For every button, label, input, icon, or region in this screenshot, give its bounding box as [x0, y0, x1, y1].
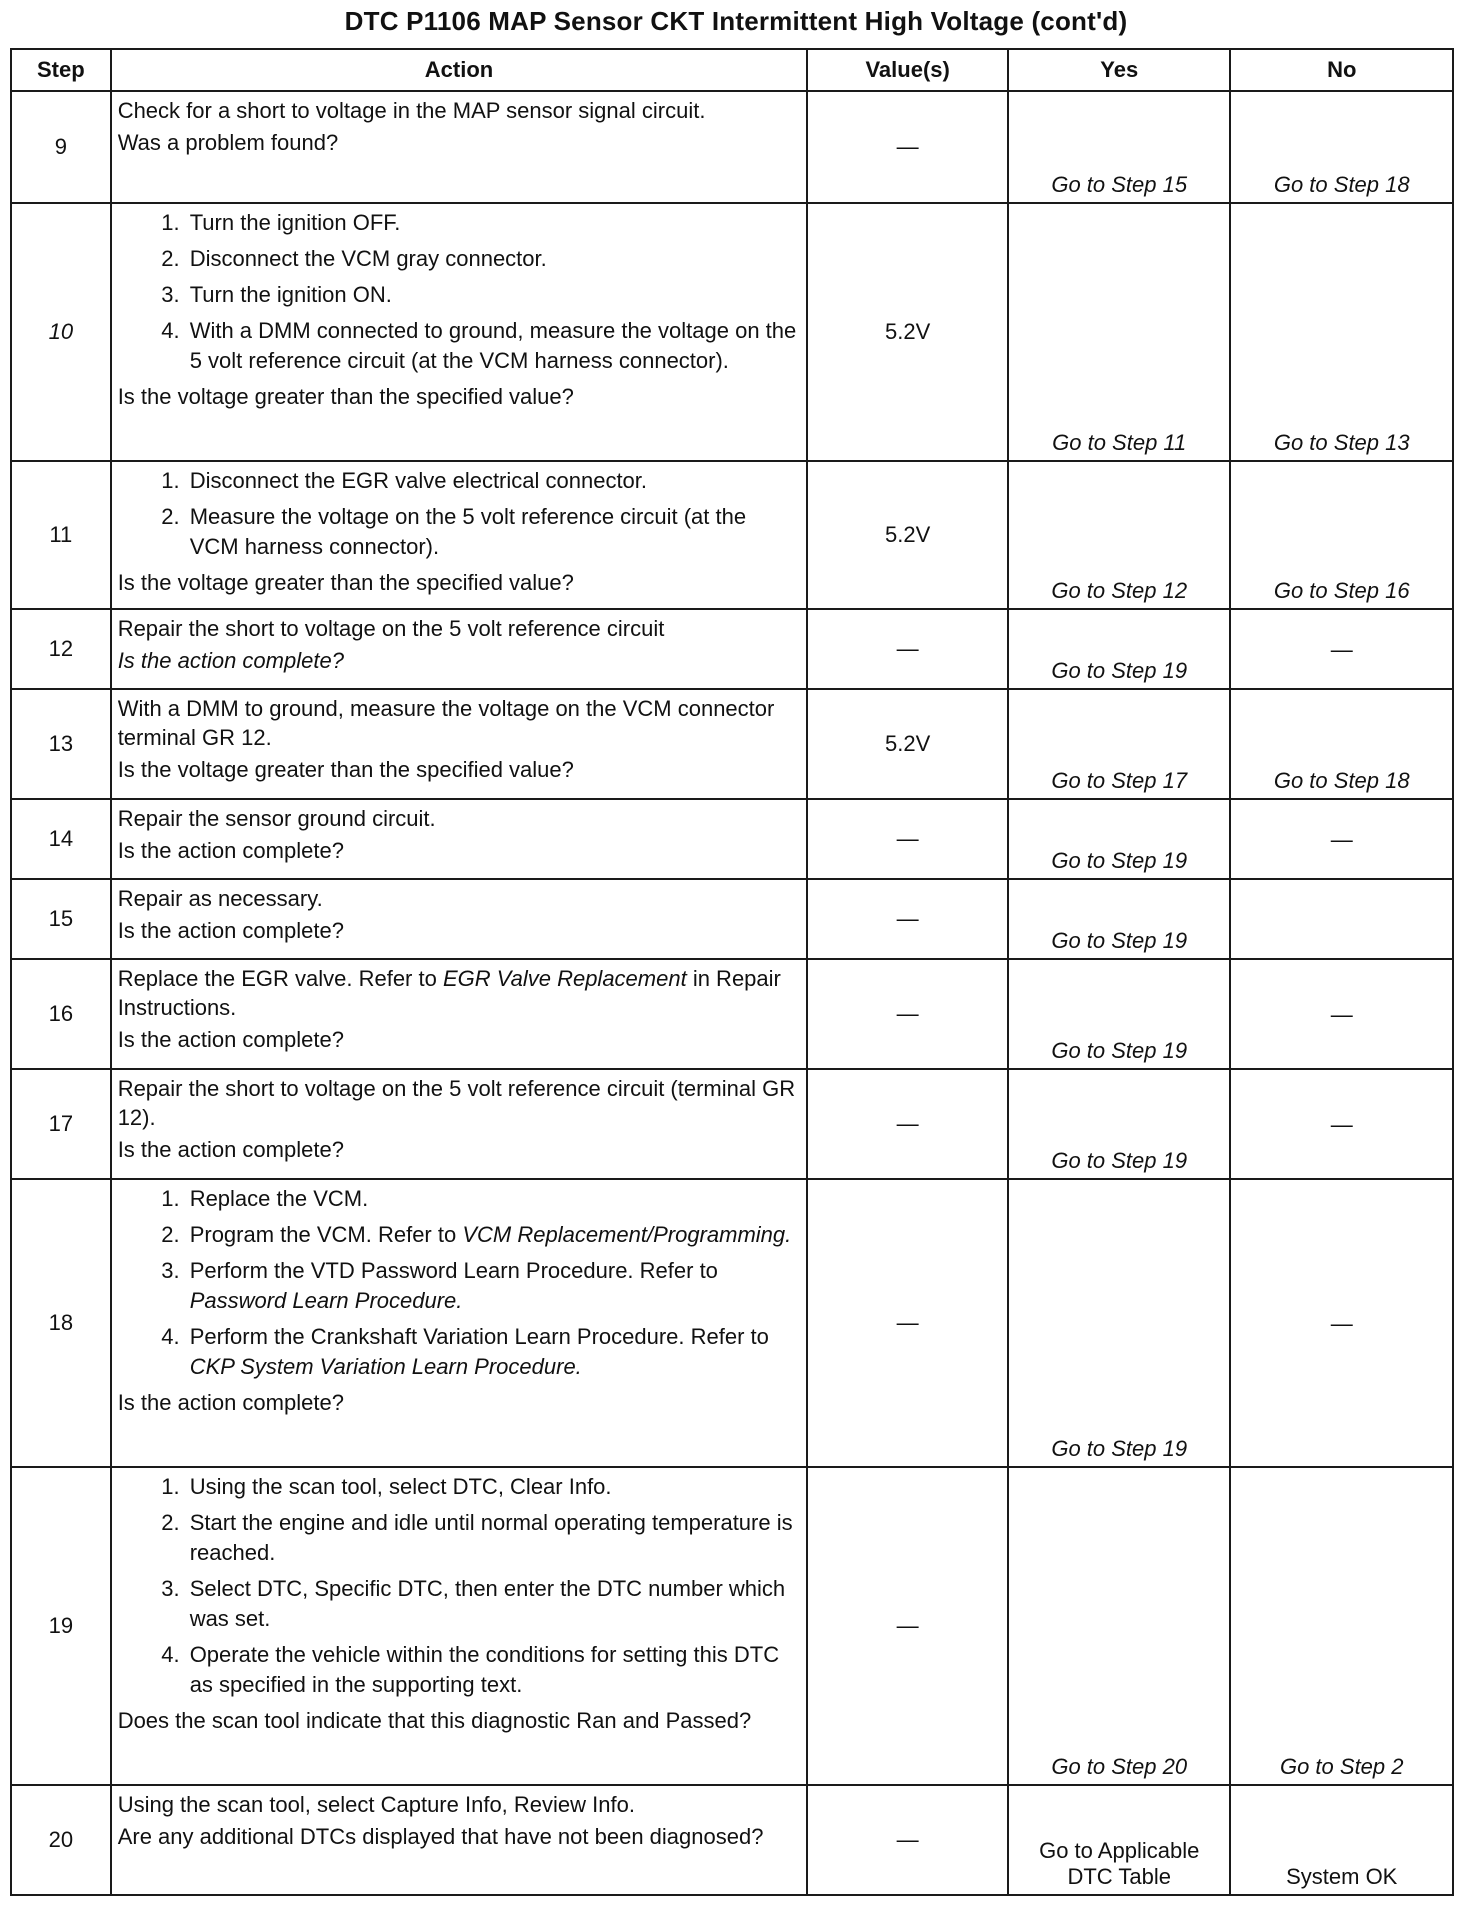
- yes-line: DTC Table: [1067, 1864, 1171, 1889]
- yes-cell: Go to Step 19: [1008, 959, 1231, 1069]
- no-cell: [1230, 879, 1453, 959]
- action-question: Is the action complete?: [117, 648, 344, 673]
- action-steps: [118, 466, 801, 562]
- yes-cell: Go to Step 17: [1008, 689, 1231, 799]
- action-cell: [111, 879, 808, 959]
- yes-cell: Go to Step 19: [1008, 1069, 1231, 1179]
- action-question: Is the action complete?: [117, 1137, 344, 1162]
- table-row: [11, 879, 1453, 959]
- action-steps: [118, 208, 801, 376]
- action-cell: [111, 959, 808, 1069]
- action-step: 2. Disconnect the VCM gray connector.: [186, 244, 801, 274]
- action-steps: [118, 1184, 801, 1382]
- action-text: Repair the short to voltage on the 5 volt reference circuit: [117, 616, 665, 641]
- action-cell: [111, 609, 808, 689]
- value-cell: 5.2V: [807, 203, 1008, 461]
- value-cell: —: [807, 609, 1008, 689]
- yes-cell: Go to Step 11: [1008, 203, 1231, 461]
- no-cell: —: [1230, 1179, 1453, 1467]
- step-number: 10: [11, 203, 111, 461]
- reference-title: EGR Valve Replacement: [442, 966, 687, 991]
- value-cell: —: [807, 91, 1008, 203]
- value-cell: —: [807, 1785, 1008, 1895]
- no-cell: —: [1230, 799, 1453, 879]
- yes-line: Go to Applicable: [1039, 1838, 1200, 1863]
- value-cell: —: [807, 799, 1008, 879]
- action-cell: [111, 203, 808, 461]
- header-value: Value(s): [807, 49, 1008, 91]
- action-step: 4. With a DMM connected to ground, measure the voltage on the 5 volt reference circuit (at the VCM harness connector).: [186, 316, 801, 376]
- action-cell: [111, 1785, 808, 1895]
- value-cell: —: [807, 959, 1008, 1069]
- header-yes: Yes: [1008, 49, 1231, 91]
- no-cell: —: [1230, 609, 1453, 689]
- action-cell: [111, 799, 808, 879]
- table-row: [11, 203, 1453, 461]
- table-row: [11, 609, 1453, 689]
- action-cell: [111, 1467, 808, 1785]
- value-cell: 5.2V: [807, 689, 1008, 799]
- action-cell: [111, 461, 808, 609]
- step-number: 19: [11, 1467, 111, 1785]
- step-number: 12: [11, 609, 111, 689]
- text-fragment: in Repair Instructions.: [117, 966, 781, 1020]
- action-cell: [111, 91, 808, 203]
- action-step: 1. Turn the ignition OFF.: [186, 208, 801, 238]
- header-action: Action: [111, 49, 808, 91]
- step-number: 9: [11, 91, 111, 203]
- header-step: Step: [11, 49, 111, 91]
- action-question: Was a problem found?: [117, 130, 339, 155]
- action-cell: [111, 1069, 808, 1179]
- diagnostic-table: [10, 48, 1454, 1896]
- step-number: 11: [11, 461, 111, 609]
- action-question: Is the action complete?: [117, 838, 344, 863]
- reference-title: Password Learn Procedure.: [189, 1288, 463, 1313]
- action-question: Is the voltage greater than the specified value?: [117, 384, 574, 409]
- no-cell: Go to Step 18: [1230, 91, 1453, 203]
- action-cell: [111, 689, 808, 799]
- step-number: 16: [11, 959, 111, 1069]
- action-step: 2. Measure the voltage on the 5 volt reference circuit (at the VCM harness connector).: [186, 502, 801, 562]
- value-cell: —: [807, 1179, 1008, 1467]
- value-cell: —: [807, 879, 1008, 959]
- action-text: With a DMM to ground, measure the voltage on the VCM connector terminal GR 12.: [117, 696, 775, 750]
- step-number: 13: [11, 689, 111, 799]
- action-question: Is the action complete?: [117, 1027, 344, 1052]
- action-question: Is the action complete?: [117, 1390, 344, 1415]
- action-step: 3. Turn the ignition ON.: [186, 280, 801, 310]
- no-cell: Go to Step 13: [1230, 203, 1453, 461]
- action-step: 2. Start the engine and idle until normal operating temperature is reached.: [186, 1508, 801, 1568]
- table-row: [11, 1467, 1453, 1785]
- action-question: Does the scan tool indicate that this diagnostic Ran and Passed?: [117, 1708, 752, 1733]
- text-fragment: Program the VCM. Refer to: [189, 1222, 463, 1247]
- action-cell: [111, 1179, 808, 1467]
- yes-cell: Go to Step 19: [1008, 609, 1231, 689]
- action-step: [186, 1220, 801, 1250]
- no-cell: System OK: [1230, 1785, 1453, 1895]
- table-row: [11, 1069, 1453, 1179]
- table-row: [11, 799, 1453, 879]
- yes-cell: [1008, 1785, 1231, 1895]
- no-cell: —: [1230, 1069, 1453, 1179]
- table-row: [11, 461, 1453, 609]
- action-step: [186, 1322, 801, 1382]
- action-text: Repair as necessary.: [117, 886, 323, 911]
- step-number: 20: [11, 1785, 111, 1895]
- text-fragment: Perform the VTD Password Learn Procedure. Refer to: [189, 1258, 718, 1283]
- yes-cell: Go to Step 15: [1008, 91, 1231, 203]
- table-row: [11, 959, 1453, 1069]
- text-fragment: Perform the Crankshaft Variation Learn Procedure. Refer to: [189, 1324, 769, 1349]
- no-cell: Go to Step 18: [1230, 689, 1453, 799]
- step-number: 14: [11, 799, 111, 879]
- action-text: Using the scan tool, select Capture Info, Review Info.: [117, 1792, 635, 1817]
- step-number: 15: [11, 879, 111, 959]
- page-title: DTC P1106 MAP Sensor CKT Intermittent High Voltage (cont'd): [344, 6, 1128, 36]
- step-number: 17: [11, 1069, 111, 1179]
- no-cell: —: [1230, 959, 1453, 1069]
- action-step: 4. Operate the vehicle within the conditions for setting this DTC as specified in the supporting text.: [186, 1640, 801, 1700]
- action-step: 3. Select DTC, Specific DTC, then enter the DTC number which was set.: [186, 1574, 801, 1634]
- yes-cell: Go to Step 20: [1008, 1467, 1231, 1785]
- action-question: Is the voltage greater than the specified value?: [117, 570, 574, 595]
- action-step: 1. Using the scan tool, select DTC, Clear Info.: [186, 1472, 801, 1502]
- yes-cell: Go to Step 19: [1008, 1179, 1231, 1467]
- action-step: [186, 1256, 801, 1316]
- no-cell: Go to Step 16: [1230, 461, 1453, 609]
- table-row: [11, 1179, 1453, 1467]
- action-text: Repair the short to voltage on the 5 volt reference circuit (terminal GR 12).: [117, 1076, 796, 1130]
- table-row: [11, 1785, 1453, 1895]
- action-text: Repair the sensor ground circuit.: [117, 806, 436, 831]
- step-number: 18: [11, 1179, 111, 1467]
- action-step: 1. Disconnect the EGR valve electrical connector.: [186, 466, 801, 496]
- yes-cell: Go to Step 19: [1008, 799, 1231, 879]
- yes-cell: Go to Step 19: [1008, 879, 1231, 959]
- action-steps: [118, 1472, 801, 1700]
- action-question: Is the action complete?: [117, 918, 344, 943]
- action-question: Is the voltage greater than the specified value?: [117, 757, 574, 782]
- action-text: [118, 964, 801, 1022]
- reference-title: CKP System Variation Learn Procedure.: [189, 1354, 582, 1379]
- no-cell: Go to Step 2: [1230, 1467, 1453, 1785]
- header-no: No: [1230, 49, 1453, 91]
- action-step: 1. Replace the VCM.: [186, 1184, 801, 1214]
- table-row: [11, 91, 1453, 203]
- value-cell: —: [807, 1467, 1008, 1785]
- action-text: Check for a short to voltage in the MAP sensor signal circuit.: [117, 98, 706, 123]
- value-cell: —: [807, 1069, 1008, 1179]
- action-question: Are any additional DTCs displayed that have not been diagnosed?: [117, 1824, 764, 1849]
- text-fragment: Replace the EGR valve. Refer to: [117, 966, 443, 991]
- table-row: [11, 689, 1453, 799]
- reference-title: VCM Replacement/Programming.: [462, 1222, 792, 1247]
- value-cell: 5.2V: [807, 461, 1008, 609]
- header-row: [11, 49, 1453, 91]
- yes-cell: Go to Step 12: [1008, 461, 1231, 609]
